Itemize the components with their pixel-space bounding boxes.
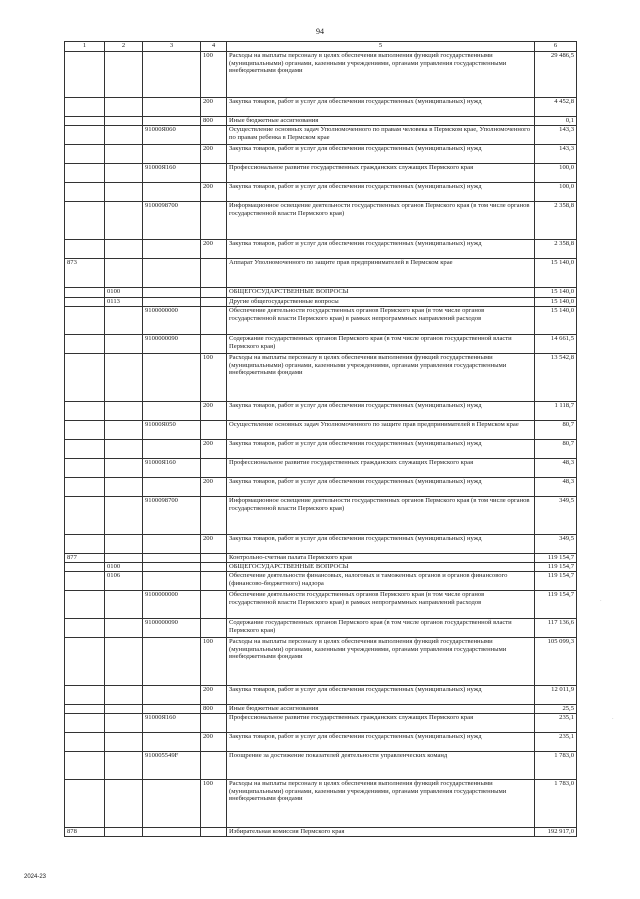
column-header: 4 (201, 42, 227, 52)
table-row (65, 421, 577, 440)
row-amount: 235,1 (535, 733, 577, 752)
razdel-code (105, 752, 143, 780)
expense-type-code (201, 619, 227, 638)
vedomstvo-code (65, 164, 105, 183)
razdel-code (105, 98, 143, 117)
vedomstvo-code (65, 240, 105, 259)
table-body (65, 52, 577, 837)
table-row (65, 307, 577, 335)
row-amount: 1 783,0 (535, 752, 577, 780)
expense-type-code (201, 563, 227, 572)
expense-type-code (201, 421, 227, 440)
expense-type-code: 100 (201, 638, 227, 686)
row-description: Контрольно-счетная палата Пермского края (227, 554, 535, 563)
table-row (65, 638, 577, 686)
row-amount: 15 140,0 (535, 298, 577, 307)
vedomstvo-code (65, 202, 105, 240)
row-description: Профессиональное развитие государственных гражданских служащих Пермского края (227, 459, 535, 478)
expense-type-code: 200 (201, 478, 227, 497)
row-amount: 15 140,0 (535, 259, 577, 288)
target-article-code (143, 638, 201, 686)
expense-type-code (201, 591, 227, 619)
vedomstvo-code (65, 183, 105, 202)
razdel-code (105, 335, 143, 354)
expense-type-code (201, 335, 227, 354)
target-article-code (143, 240, 201, 259)
target-article-code (143, 298, 201, 307)
vedomstvo-code (65, 572, 105, 591)
table-row (65, 572, 577, 591)
expense-type-code (201, 828, 227, 837)
vedomstvo-code (65, 298, 105, 307)
target-article-code (143, 259, 201, 288)
row-amount: 235,1 (535, 714, 577, 733)
razdel-code: 0106 (105, 572, 143, 591)
row-description: Закупка товаров, работ и услуг для обеспечения государственных (муниципальных) нужд (227, 145, 535, 164)
razdel-code (105, 478, 143, 497)
row-description: Закупка товаров, работ и услуг для обеспечения государственных (муниципальных) нужд (227, 686, 535, 705)
table-row (65, 705, 577, 714)
table-row (65, 52, 577, 98)
vedomstvo-code (65, 117, 105, 126)
table-row (65, 563, 577, 572)
row-description: Закупка товаров, работ и услуг для обеспечения государственных (муниципальных) нужд (227, 440, 535, 459)
expense-type-code: 200 (201, 535, 227, 554)
row-description: Расходы на выплаты персоналу в целях обеспечения выполнения функций государственными (муниципальными) органами, казенными учреждениями, органами управления государственными внебюджетными фондами (227, 354, 535, 402)
row-description: Расходы на выплаты персоналу в целях обеспечения выполнения функций государственными (муниципальными) органами, казенными учреждениями, органами управления государственными внебюджетными фондами (227, 52, 535, 98)
table-row (65, 354, 577, 402)
column-header: 2 (105, 42, 143, 52)
target-article-code: 91000Я160 (143, 714, 201, 733)
vedomstvo-code (65, 686, 105, 705)
razdel-code: 0100 (105, 563, 143, 572)
vedomstvo-code (65, 52, 105, 98)
table-row (65, 591, 577, 619)
razdel-code (105, 554, 143, 563)
column-header: 5 (227, 42, 535, 52)
row-description: Профессиональное развитие государственных гражданских служащих Пермского края (227, 714, 535, 733)
row-amount: 105 099,3 (535, 638, 577, 686)
target-article-code: 910005549F (143, 752, 201, 780)
target-article-code: 9100098700 (143, 497, 201, 535)
footer-code: 2024-23 (24, 874, 47, 880)
table-row (65, 259, 577, 288)
vedomstvo-code (65, 126, 105, 145)
razdel-code (105, 733, 143, 752)
row-amount: 29 486,5 (535, 52, 577, 98)
razdel-code (105, 202, 143, 240)
row-amount: 48,3 (535, 459, 577, 478)
row-description: Закупка товаров, работ и услуг для обеспечения государственных (муниципальных) нужд (227, 733, 535, 752)
table-row (65, 497, 577, 535)
row-description: Иные бюджетные ассигнования (227, 705, 535, 714)
vedomstvo-code (65, 780, 105, 828)
expense-type-code: 200 (201, 145, 227, 164)
row-amount: 349,5 (535, 535, 577, 554)
vedomstvo-code (65, 705, 105, 714)
target-article-code (143, 145, 201, 164)
target-article-code (143, 733, 201, 752)
row-description: Содержание государственных органов Пермского края (в том числе органов государственной власти Пермского края) (227, 619, 535, 638)
vedomstvo-code (65, 478, 105, 497)
row-amount: 0,1 (535, 117, 577, 126)
target-article-code (143, 440, 201, 459)
razdel-code: 0113 (105, 298, 143, 307)
razdel-code (105, 354, 143, 402)
row-amount: 2 358,8 (535, 202, 577, 240)
razdel-code (105, 240, 143, 259)
column-header: 6 (535, 42, 577, 52)
target-article-code (143, 478, 201, 497)
expense-type-code (201, 259, 227, 288)
target-article-code (143, 780, 201, 828)
expense-type-code (201, 497, 227, 535)
table-row (65, 619, 577, 638)
row-description: Поощрение за достижение показателей деятельности управленческих команд (227, 752, 535, 780)
razdel-code (105, 828, 143, 837)
expense-type-code: 200 (201, 733, 227, 752)
target-article-code (143, 828, 201, 837)
razdel-code (105, 440, 143, 459)
razdel-code (105, 145, 143, 164)
table-row (65, 714, 577, 733)
table-row (65, 535, 577, 554)
row-amount: 48,3 (535, 478, 577, 497)
vedomstvo-code (65, 563, 105, 572)
target-article-code: 9100000000 (143, 307, 201, 335)
vedomstvo-code (65, 335, 105, 354)
table-row (65, 402, 577, 421)
row-amount: 25,5 (535, 705, 577, 714)
table-row (65, 98, 577, 117)
razdel-code (105, 619, 143, 638)
row-description: Осуществление основных задач Уполномоченного по правам человека в Пермском крае, Уполномоченного по правам ребенка в Пермском крае (227, 126, 535, 145)
target-article-code: 9100000090 (143, 335, 201, 354)
vedomstvo-code (65, 591, 105, 619)
table-row (65, 478, 577, 497)
row-amount: 349,5 (535, 497, 577, 535)
row-amount: 1 118,7 (535, 402, 577, 421)
table-row (65, 440, 577, 459)
razdel-code (105, 52, 143, 98)
expense-type-code: 100 (201, 354, 227, 402)
expense-type-code (201, 298, 227, 307)
row-amount: 80,7 (535, 421, 577, 440)
row-amount: 13 542,8 (535, 354, 577, 402)
table-row (65, 202, 577, 240)
target-article-code (143, 117, 201, 126)
table-row (65, 126, 577, 145)
expense-type-code: 100 (201, 780, 227, 828)
row-description: Расходы на выплаты персоналу в целях обеспечения выполнения функций государственными (муниципальными) органами, казенными учреждениями, органами управления государственными внебюджетными фондами (227, 638, 535, 686)
target-article-code (143, 183, 201, 202)
vedomstvo-code (65, 638, 105, 686)
target-article-code (143, 686, 201, 705)
row-description: Закупка товаров, работ и услуг для обеспечения государственных (муниципальных) нужд (227, 240, 535, 259)
scan-speck: · (612, 716, 614, 722)
row-description: Избирательная комиссия Пермского края (227, 828, 535, 837)
expense-type-code: 200 (201, 183, 227, 202)
target-article-code (143, 572, 201, 591)
table-row (65, 164, 577, 183)
row-amount: 12 011,9 (535, 686, 577, 705)
target-article-code (143, 98, 201, 117)
row-amount: 4 452,8 (535, 98, 577, 117)
target-article-code: 91000Я160 (143, 459, 201, 478)
row-description: Закупка товаров, работ и услуг для обеспечения государственных (муниципальных) нужд (227, 402, 535, 421)
column-header: 3 (143, 42, 201, 52)
vedomstvo-code (65, 714, 105, 733)
razdel-code (105, 164, 143, 183)
target-article-code (143, 563, 201, 572)
vedomstvo-code: 878 (65, 828, 105, 837)
vedomstvo-code (65, 354, 105, 402)
row-amount: 100,0 (535, 183, 577, 202)
row-amount: 192 917,0 (535, 828, 577, 837)
razdel-code (105, 421, 143, 440)
table-row (65, 298, 577, 307)
target-article-code (143, 52, 201, 98)
target-article-code: 91000Я060 (143, 126, 201, 145)
row-description: Обеспечение деятельности государственных органов Пермского края (в том числе органов государственной власти Пермского края) в рамках непрограммных направлений расходов (227, 591, 535, 619)
row-description: Иные бюджетные ассигнования (227, 117, 535, 126)
razdel-code (105, 780, 143, 828)
row-description: Закупка товаров, работ и услуг для обеспечения государственных (муниципальных) нужд (227, 183, 535, 202)
vedomstvo-code: 877 (65, 554, 105, 563)
target-article-code (143, 535, 201, 554)
table-row (65, 554, 577, 563)
expense-type-code: 800 (201, 705, 227, 714)
vedomstvo-code (65, 307, 105, 335)
scan-speck: · (600, 598, 602, 604)
vedomstvo-code (65, 733, 105, 752)
expense-type-code (201, 752, 227, 780)
table-header-row (65, 42, 577, 52)
target-article-code (143, 402, 201, 421)
target-article-code (143, 288, 201, 298)
vedomstvo-code (65, 402, 105, 421)
table-row (65, 240, 577, 259)
row-description: Закупка товаров, работ и услуг для обеспечения государственных (муниципальных) нужд (227, 478, 535, 497)
razdel-code (105, 126, 143, 145)
row-description: Информационное освещение деятельности государственных органов Пермского края (в том числе органов государственной власти Пермского края) (227, 202, 535, 240)
razdel-code (105, 402, 143, 421)
table-row (65, 288, 577, 298)
row-description: ОБЩЕГОСУДАРСТВЕННЫЕ ВОПРОСЫ (227, 563, 535, 572)
row-amount: 14 661,5 (535, 335, 577, 354)
table-row (65, 752, 577, 780)
razdel-code (105, 259, 143, 288)
table-row (65, 459, 577, 478)
expense-type-code (201, 307, 227, 335)
row-amount: 1 783,0 (535, 780, 577, 828)
row-description: Другие общегосударственные вопросы (227, 298, 535, 307)
vedomstvo-code (65, 421, 105, 440)
column-header: 1 (65, 42, 105, 52)
vedomstvo-code (65, 440, 105, 459)
row-description: Осуществление основных задач Уполномоченного по защите прав предпринимателей в Пермском крае (227, 421, 535, 440)
vedomstvo-code (65, 145, 105, 164)
vedomstvo-code (65, 459, 105, 478)
expense-type-code: 200 (201, 686, 227, 705)
table-row (65, 686, 577, 705)
target-article-code: 9100000090 (143, 619, 201, 638)
expense-type-code (201, 714, 227, 733)
expense-type-code (201, 288, 227, 298)
razdel-code (105, 117, 143, 126)
target-article-code (143, 705, 201, 714)
expense-type-code (201, 202, 227, 240)
row-description: Расходы на выплаты персоналу в целях обеспечения выполнения функций государственными (муниципальными) органами, казенными учреждениями, органами управления государственными внебюджетными фондами (227, 780, 535, 828)
row-description: Обеспечение деятельности финансовых, налоговых и таможенных органов и органов финансового (финансово-бюджетного) надзора (227, 572, 535, 591)
razdel-code (105, 638, 143, 686)
razdel-code (105, 459, 143, 478)
expense-type-code: 800 (201, 117, 227, 126)
row-amount: 143,3 (535, 145, 577, 164)
target-article-code: 91000Я050 (143, 421, 201, 440)
razdel-code (105, 535, 143, 554)
row-amount: 119 154,7 (535, 563, 577, 572)
vedomstvo-code (65, 535, 105, 554)
vedomstvo-code (65, 619, 105, 638)
table-row (65, 828, 577, 837)
razdel-code (105, 705, 143, 714)
expense-type-code (201, 164, 227, 183)
row-description: Информационное освещение деятельности государственных органов Пермского края (в том числе органов государственной власти Пермского края) (227, 497, 535, 535)
table-row (65, 183, 577, 202)
budget-table (64, 41, 577, 837)
row-description: Закупка товаров, работ и услуг для обеспечения государственных (муниципальных) нужд (227, 98, 535, 117)
expense-type-code: 200 (201, 440, 227, 459)
row-amount: 80,7 (535, 440, 577, 459)
page-number: 94 (316, 27, 324, 36)
table-row (65, 117, 577, 126)
row-amount: 119 154,7 (535, 554, 577, 563)
razdel-code (105, 183, 143, 202)
expense-type-code: 200 (201, 402, 227, 421)
table-row (65, 733, 577, 752)
razdel-code (105, 307, 143, 335)
expense-type-code: 200 (201, 240, 227, 259)
razdel-code (105, 591, 143, 619)
row-amount: 119 154,7 (535, 591, 577, 619)
expense-type-code (201, 126, 227, 145)
vedomstvo-code (65, 497, 105, 535)
row-description: Содержание государственных органов Пермского края (в том числе органов государственной власти Пермского края) (227, 335, 535, 354)
expense-type-code: 100 (201, 52, 227, 98)
row-amount: 143,3 (535, 126, 577, 145)
target-article-code (143, 554, 201, 563)
table-row (65, 145, 577, 164)
vedomstvo-code (65, 98, 105, 117)
target-article-code: 91000Я160 (143, 164, 201, 183)
razdel-code (105, 497, 143, 535)
row-amount: 119 154,7 (535, 572, 577, 591)
row-description: Аппарат Уполномоченного по защите прав предпринимателей в Пермском крае (227, 259, 535, 288)
vedomstvo-code (65, 288, 105, 298)
table-row (65, 335, 577, 354)
target-article-code: 9100000000 (143, 591, 201, 619)
expense-type-code (201, 554, 227, 563)
row-description: Обеспечение деятельности государственных органов Пермского края (в том числе органов государственной власти Пермского края) в рамках непрограммных направлений расходов (227, 307, 535, 335)
row-description: ОБЩЕГОСУДАРСТВЕННЫЕ ВОПРОСЫ (227, 288, 535, 298)
row-description: Закупка товаров, работ и услуг для обеспечения государственных (муниципальных) нужд (227, 535, 535, 554)
row-amount: 15 140,0 (535, 307, 577, 335)
razdel-code (105, 714, 143, 733)
row-amount: 117 136,6 (535, 619, 577, 638)
razdel-code: 0100 (105, 288, 143, 298)
target-article-code (143, 354, 201, 402)
vedomstvo-code (65, 752, 105, 780)
expense-type-code (201, 459, 227, 478)
razdel-code (105, 686, 143, 705)
row-amount: 15 140,0 (535, 288, 577, 298)
row-description: Профессиональное развитие государственных гражданских служащих Пермского края (227, 164, 535, 183)
row-amount: 2 358,8 (535, 240, 577, 259)
row-amount: 100,0 (535, 164, 577, 183)
target-article-code: 9100098700 (143, 202, 201, 240)
expense-type-code: 200 (201, 98, 227, 117)
expense-type-code (201, 572, 227, 591)
vedomstvo-code: 873 (65, 259, 105, 288)
table-row (65, 780, 577, 828)
